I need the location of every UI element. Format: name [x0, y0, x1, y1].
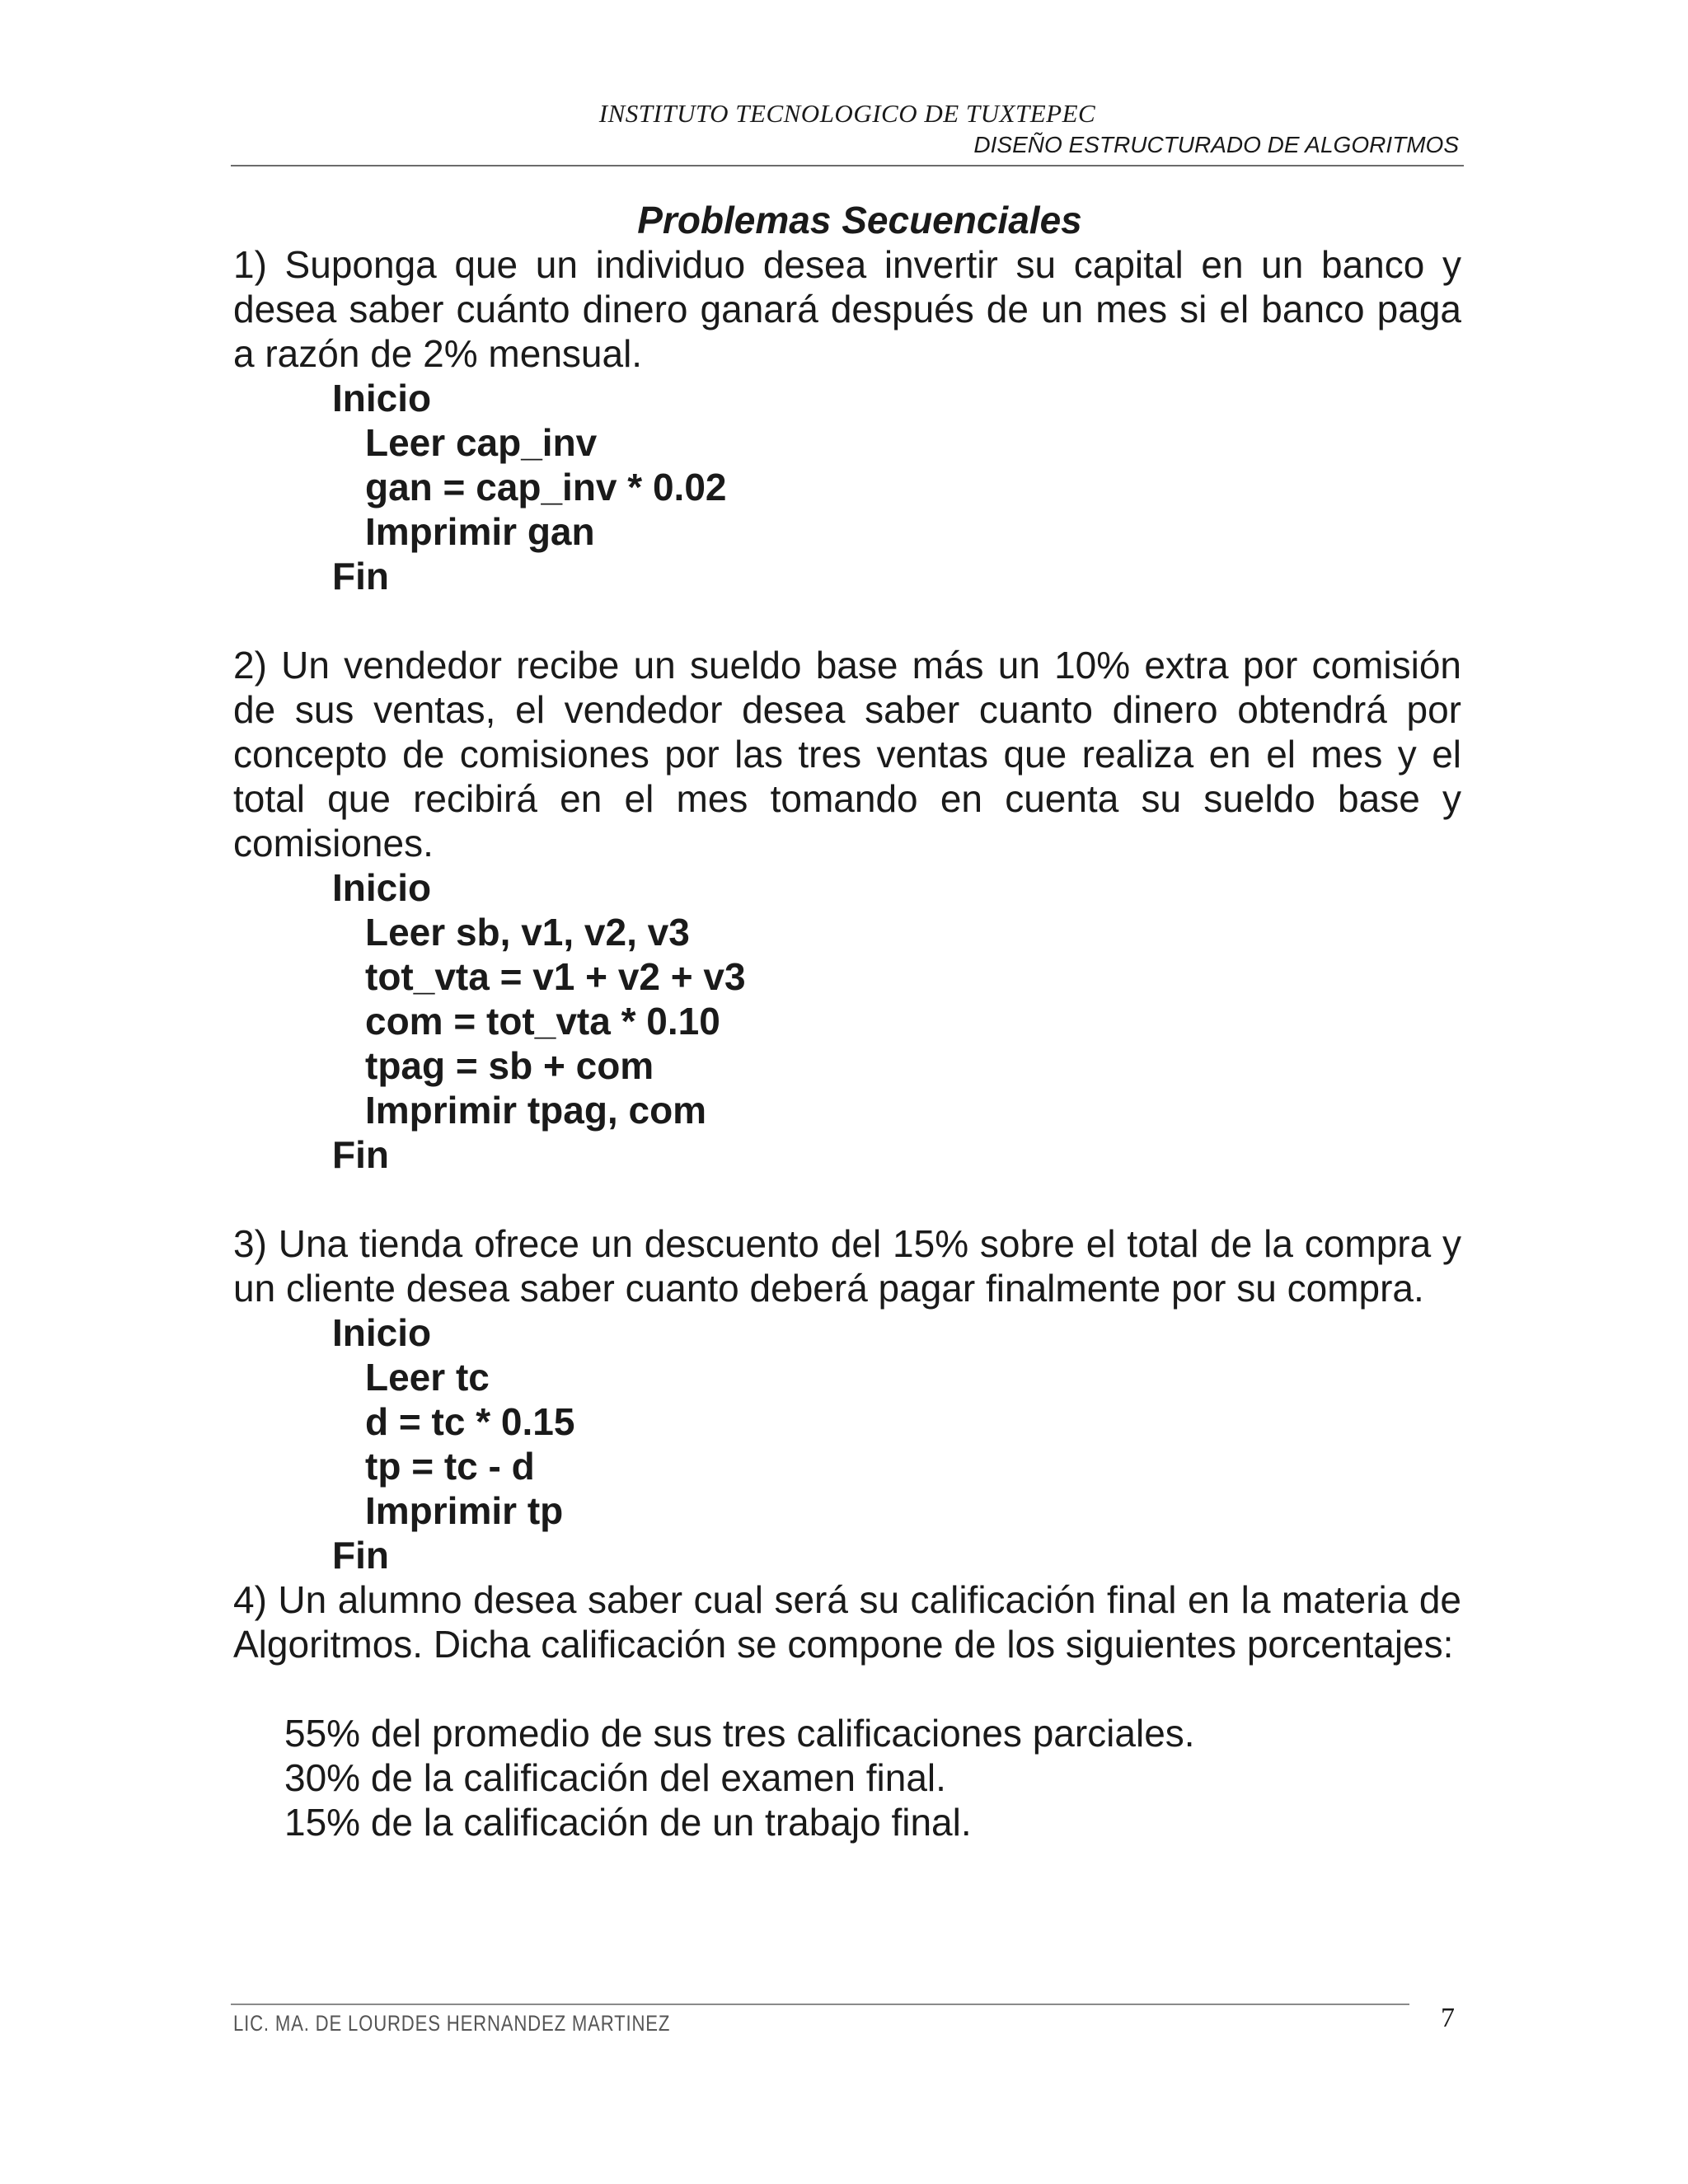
algorithm-start: Inicio	[332, 866, 432, 909]
algorithm-step: Leer sb, v1, v2, v3	[365, 911, 690, 954]
percentage-item: 15% de la calificación de un trabajo final.	[284, 1801, 972, 1844]
algorithm-step: Imprimir gan	[365, 510, 595, 553]
problem-statement: 1) Suponga que un individuo desea invertir su capital en un banco y desea saber cuánto dinero ganará después de un mes si el banco paga a razón de 2% mensual.	[233, 243, 1461, 375]
algorithm-block	[332, 376, 1461, 598]
algorithm-step: Leer tc	[365, 1356, 490, 1399]
algorithm-start: Inicio	[332, 377, 432, 419]
spacer	[233, 1177, 1461, 1221]
problem-1	[233, 242, 1461, 598]
algorithm-end: Fin	[332, 1534, 389, 1577]
algorithm-step: tot_vta = v1 + v2 + v3	[365, 955, 746, 998]
problem-3	[233, 1221, 1461, 1577]
percentage-list	[284, 1711, 1461, 1844]
algorithm-step: Imprimir tpag, com	[365, 1089, 707, 1132]
algorithm-start: Inicio	[332, 1311, 432, 1354]
percentage-item: 30% de la calificación del examen final.	[284, 1756, 946, 1799]
page-number: 7	[1441, 2003, 1455, 2033]
problem-statement: 2) Un vendedor recibe un sueldo base más un 10% extra por comisión de sus ventas, el vendedor desea saber cuanto dinero obtendrá por concepto de comisiones por las tres ventas que realiza en el mes y el total que recibirá en el mes tomando en cuenta su sueldo base y comisiones.	[233, 644, 1461, 865]
algorithm-step: Leer cap_inv	[365, 421, 598, 464]
problem-4	[233, 1577, 1461, 1844]
institute-name: INSTITUTO TECNOLOGICO DE TUXTEPEC	[598, 99, 1096, 128]
percentage-item: 55% del promedio de sus tres calificaciones parciales.	[284, 1712, 1195, 1755]
algorithm-step: tpag = sb + com	[365, 1044, 654, 1087]
problem-2	[233, 643, 1461, 1177]
page-content	[233, 198, 1461, 1844]
algorithm-step: gan = cap_inv * 0.02	[365, 466, 727, 509]
spacer	[233, 598, 1461, 643]
algorithm-step: tp = tc - d	[365, 1445, 535, 1488]
footer-author: LIC. MA. DE LOURDES HERNANDEZ MARTINEZ	[233, 2011, 671, 2036]
footer-divider	[231, 2004, 1409, 2005]
algorithm-end: Fin	[332, 1133, 389, 1176]
page-title: Problemas Secuenciales	[637, 199, 1082, 241]
problem-statement: 3) Una tienda ofrece un descuento del 15% sobre el total de la compra y un cliente desea saber cuanto deberá pagar finalmente por su compra.	[233, 1222, 1461, 1310]
page-header	[231, 92, 1464, 166]
algorithm-block	[332, 1310, 1461, 1577]
problem-statement: 4) Un alumno desea saber cual será su calificación final en la materia de Algoritmos. Dicha calificación se compone de los siguientes porcentajes:	[233, 1578, 1461, 1666]
algorithm-block	[332, 865, 1461, 1177]
algorithm-step: d = tc * 0.15	[365, 1400, 575, 1443]
algorithm-step: Imprimir tp	[365, 1489, 564, 1532]
algorithm-end: Fin	[332, 555, 389, 598]
course-subject: DISEÑO ESTRUCTURADO DE ALGORITMOS	[973, 132, 1459, 157]
algorithm-step: com = tot_vta * 0.10	[365, 1000, 720, 1043]
